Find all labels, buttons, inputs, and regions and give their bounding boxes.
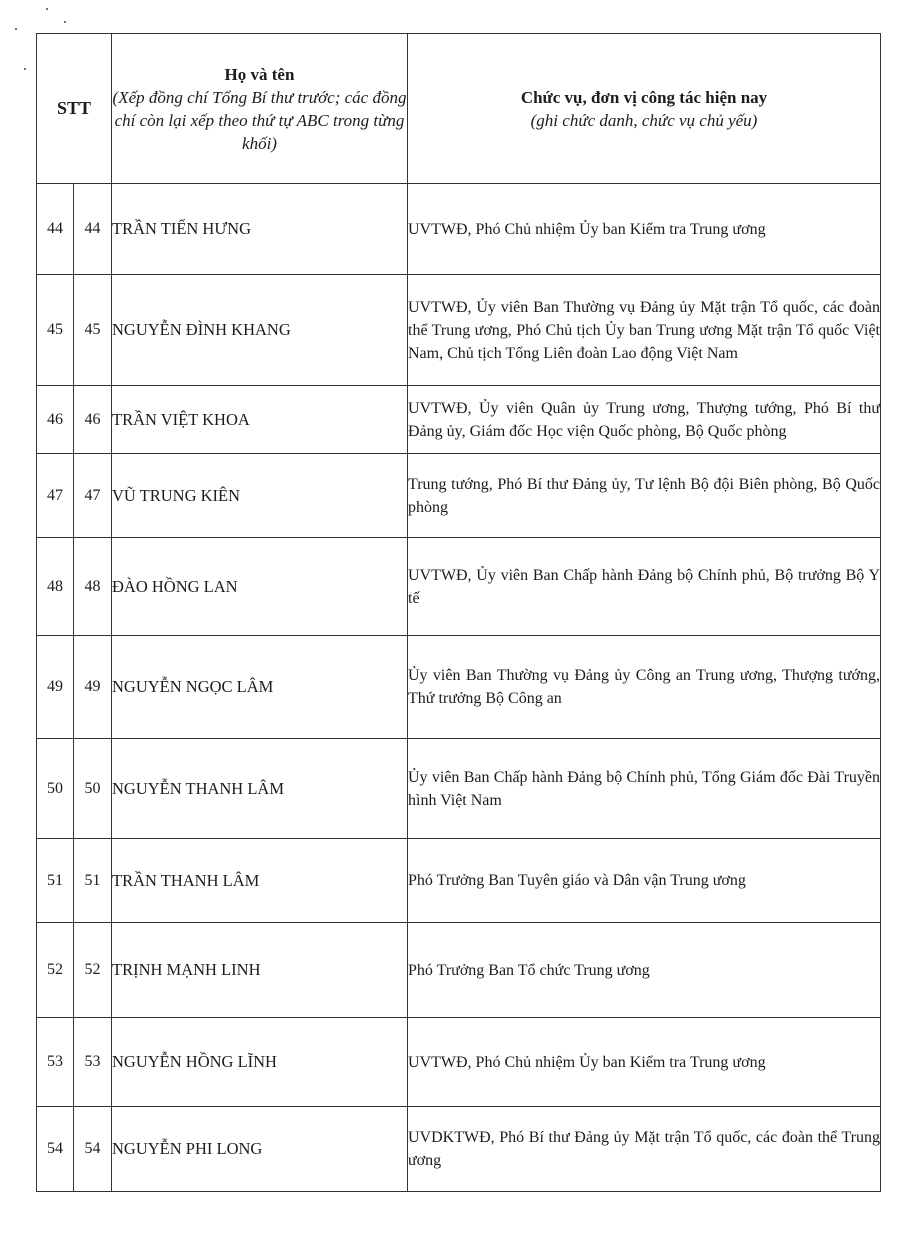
stt-group: 54 bbox=[74, 1107, 112, 1192]
member-name: VŨ TRUNG KIÊN bbox=[112, 454, 408, 538]
member-role: Ủy viên Ban Thường vụ Đảng ủy Công an Trung ương, Thượng tướng, Thứ trưởng Bộ Công an bbox=[408, 636, 881, 739]
member-name: TRẦN THANH LÂM bbox=[112, 839, 408, 923]
stt-header: STT bbox=[37, 34, 112, 184]
stt-group: 44 bbox=[74, 184, 112, 275]
name-header-title: Họ và tên bbox=[224, 64, 295, 84]
stt-group: 49 bbox=[74, 636, 112, 739]
member-name: NGUYỄN PHI LONG bbox=[112, 1107, 408, 1192]
table-row bbox=[37, 839, 881, 923]
scan-speck bbox=[46, 8, 48, 10]
stt-group: 53 bbox=[74, 1018, 112, 1107]
member-name: TRẦN VIỆT KHOA bbox=[112, 386, 408, 454]
member-role: Trung tướng, Phó Bí thư Đảng ủy, Tư lệnh Bộ đội Biên phòng, Bộ Quốc phòng bbox=[408, 454, 881, 538]
table-row bbox=[37, 538, 881, 636]
name-header bbox=[112, 34, 408, 184]
member-role: UVTWĐ, Phó Chủ nhiệm Ủy ban Kiểm tra Trung ương bbox=[408, 184, 881, 275]
stt-overall: 48 bbox=[37, 538, 74, 636]
stt-group: 46 bbox=[74, 386, 112, 454]
stt-overall: 45 bbox=[37, 275, 74, 386]
role-header-note: (ghi chức danh, chức vụ chủ yếu) bbox=[530, 110, 758, 130]
stt-overall: 49 bbox=[37, 636, 74, 739]
member-name: NGUYỄN THANH LÂM bbox=[112, 739, 408, 839]
member-name: NGUYỄN HỒNG LĨNH bbox=[112, 1018, 408, 1107]
table-row bbox=[37, 739, 881, 839]
stt-group: 47 bbox=[74, 454, 112, 538]
stt-group: 52 bbox=[74, 923, 112, 1018]
member-role: Phó Trưởng Ban Tổ chức Trung ương bbox=[408, 923, 881, 1018]
stt-overall: 46 bbox=[37, 386, 74, 454]
member-role: UVTWĐ, Ủy viên Quân ủy Trung ương, Thượng tướng, Phó Bí thư Đảng ủy, Giám đốc Học viện Quốc phòng, Bộ Quốc phòng bbox=[408, 386, 881, 454]
table-row bbox=[37, 1018, 881, 1107]
table-row bbox=[37, 1107, 881, 1192]
table-row bbox=[37, 386, 881, 454]
stt-overall: 47 bbox=[37, 454, 74, 538]
member-role: UVTWĐ, Ủy viên Ban Thường vụ Đảng ủy Mặt trận Tổ quốc, các đoàn thể Trung ương, Phó Chủ tịch Ủy ban Trung ương Mặt trận Tổ quốc Việt Nam, Chủ tịch Tổng Liên đoàn Lao động Việt Nam bbox=[408, 275, 881, 386]
stt-overall: 51 bbox=[37, 839, 74, 923]
member-name: NGUYỄN ĐÌNH KHANG bbox=[112, 275, 408, 386]
member-role: Ủy viên Ban Chấp hành Đảng bộ Chính phủ, Tổng Giám đốc Đài Truyền hình Việt Nam bbox=[408, 739, 881, 839]
stt-group: 45 bbox=[74, 275, 112, 386]
member-role: Phó Trưởng Ban Tuyên giáo và Dân vận Trung ương bbox=[408, 839, 881, 923]
stt-overall: 53 bbox=[37, 1018, 74, 1107]
scan-speck bbox=[15, 28, 17, 30]
member-role: UVTWĐ, Phó Chủ nhiệm Ủy ban Kiểm tra Trung ương bbox=[408, 1018, 881, 1107]
member-name: ĐÀO HỒNG LAN bbox=[112, 538, 408, 636]
stt-group: 48 bbox=[74, 538, 112, 636]
table-row bbox=[37, 923, 881, 1018]
scan-speck bbox=[64, 21, 66, 23]
member-role: UVDKTWĐ, Phó Bí thư Đảng ủy Mặt trận Tổ quốc, các đoàn thể Trung ương bbox=[408, 1107, 881, 1192]
stt-overall: 50 bbox=[37, 739, 74, 839]
stt-overall: 44 bbox=[37, 184, 74, 275]
stt-overall: 52 bbox=[37, 923, 74, 1018]
member-name: NGUYỄN NGỌC LÂM bbox=[112, 636, 408, 739]
table-row bbox=[37, 454, 881, 538]
member-role: UVTWĐ, Ủy viên Ban Chấp hành Đảng bộ Chính phủ, Bộ trưởng Bộ Y tế bbox=[408, 538, 881, 636]
stt-overall: 54 bbox=[37, 1107, 74, 1192]
table-row bbox=[37, 636, 881, 739]
table-row bbox=[37, 184, 881, 275]
role-header bbox=[408, 34, 881, 184]
role-header-title: Chức vụ, đơn vị công tác hiện nay bbox=[520, 87, 768, 107]
stt-group: 51 bbox=[74, 839, 112, 923]
member-name: TRỊNH MẠNH LINH bbox=[112, 923, 408, 1018]
name-header-note: (Xếp đồng chí Tổng Bí thư trước; các đồng chí còn lại xếp theo thứ tự ABC trong từng khối) bbox=[112, 87, 407, 153]
table-header-row bbox=[37, 34, 881, 184]
table-row bbox=[37, 275, 881, 386]
personnel-table bbox=[36, 33, 881, 1192]
member-name: TRẦN TIẾN HƯNG bbox=[112, 184, 408, 275]
scan-speck bbox=[24, 68, 26, 70]
stt-group: 50 bbox=[74, 739, 112, 839]
